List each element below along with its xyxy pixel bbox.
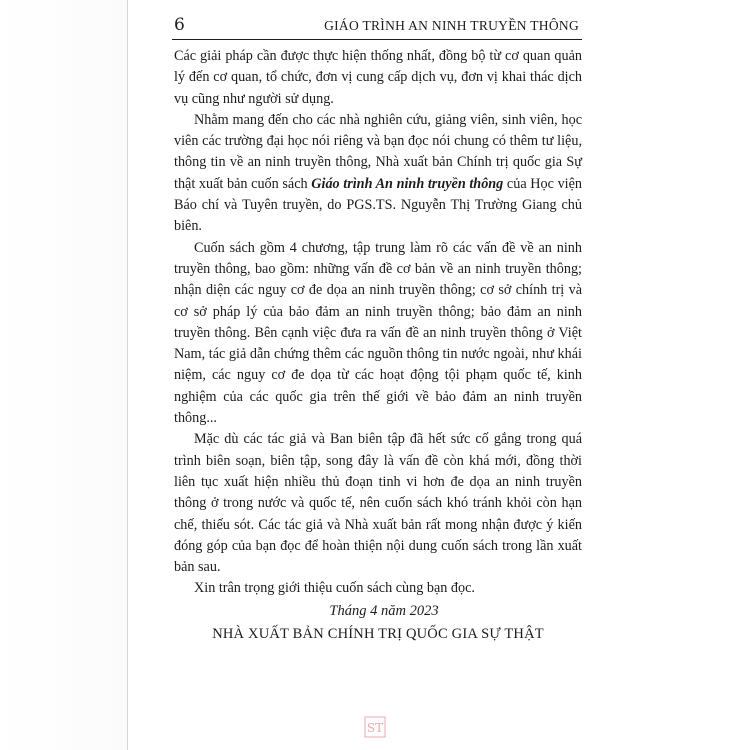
paragraph-4: Mặc dù các tác giả và Ban biên tập đã hết sức cố gắng trong quá trình biên soạn, biên tập, song đây là vấn đề còn khá mới, đồng thời liên tục xuất hiện nhiều thủ đoạn tinh vi hơn đe dọa an ninh truyền thông ở trong nước và quốc tế, nên cuốn sách khó tránh khỏi còn hạn chế, thiếu sót. Các tác giả và Nhà xuất bản rất mong nhận được ý kiến đóng góp của bạn đọc để hoàn thiện nội dung cuốn sách trong lần xuất bản sau. [174, 431, 582, 576]
publisher-logo-watermark-icon [364, 716, 386, 738]
header-rule [172, 39, 582, 40]
page-number: 6 [174, 15, 185, 35]
page-edge-line [127, 0, 128, 750]
paragraph-3: Cuốn sách gồm 4 chương, tập trung làm rõ các vấn đề về an ninh truyền thông, bao gồm: những vấn đề cơ bản về an ninh truyền thông; nhận diện các nguy cơ đe dọa an ninh truyền thông; cơ sở chính trị và cơ sở pháp lý của bảo đảm an ninh truyền thông; bảo đảm an ninh truyền thông. Bên cạnh việc đưa ra vấn đề an ninh truyền thông ở Việt Nam, tác giả dẫn chứng thêm các nguồn thông tin nước ngoài, như khái niệm, các nguy cơ đe dọa từ các hoạt động tội phạm quốc tế, kinh nghiệm của các quốc gia trên thế giới về bảo đảm an ninh truyền thông... [174, 239, 582, 427]
running-title: GIÁO TRÌNH AN NINH TRUYỀN THÔNG [324, 18, 579, 33]
watermark-text: ST [366, 721, 384, 735]
left-margin [0, 0, 127, 750]
paragraph-2-after: của Học viện Báo chí và Tuyên truyền, do PGS.TS. Nguyễn Thị Trường Giang chủ biên. [174, 175, 582, 235]
signature-date: Tháng 4 năm 2023 [329, 603, 439, 619]
body-text [174, 46, 582, 600]
page-header [174, 14, 579, 38]
signature-publisher: NHÀ XUẤT BẢN CHÍNH TRỊ QUỐC GIA SỰ THẬT [212, 626, 544, 642]
paragraph-5: Xin trân trọng giới thiệu cuốn sách cùng bạn đọc. [194, 580, 475, 597]
book-title: Giáo trình An ninh truyền thông [311, 175, 504, 192]
paragraph-1: Các giải pháp cần được thực hiện thống nhất, đồng bộ từ cơ quan quản lý đến cơ quan, tổ chức, đơn vị cung cấp dịch vụ, đơn vị khai thác dịch vụ cũng như người sử dụng. [174, 48, 582, 107]
paragraph-2-before: Nhằm mang đến cho các nhà nghiên cứu, giảng viên, sinh viên, học viên các trường đại học nói riêng và bạn đọc nói chung có thêm tư liệu, thông tin về an ninh truyền thông, Nhà xuất bản Chính trị quốc gia Sự thật xuất bản cuốn sách [174, 111, 582, 192]
paragraph-2 [174, 110, 582, 238]
